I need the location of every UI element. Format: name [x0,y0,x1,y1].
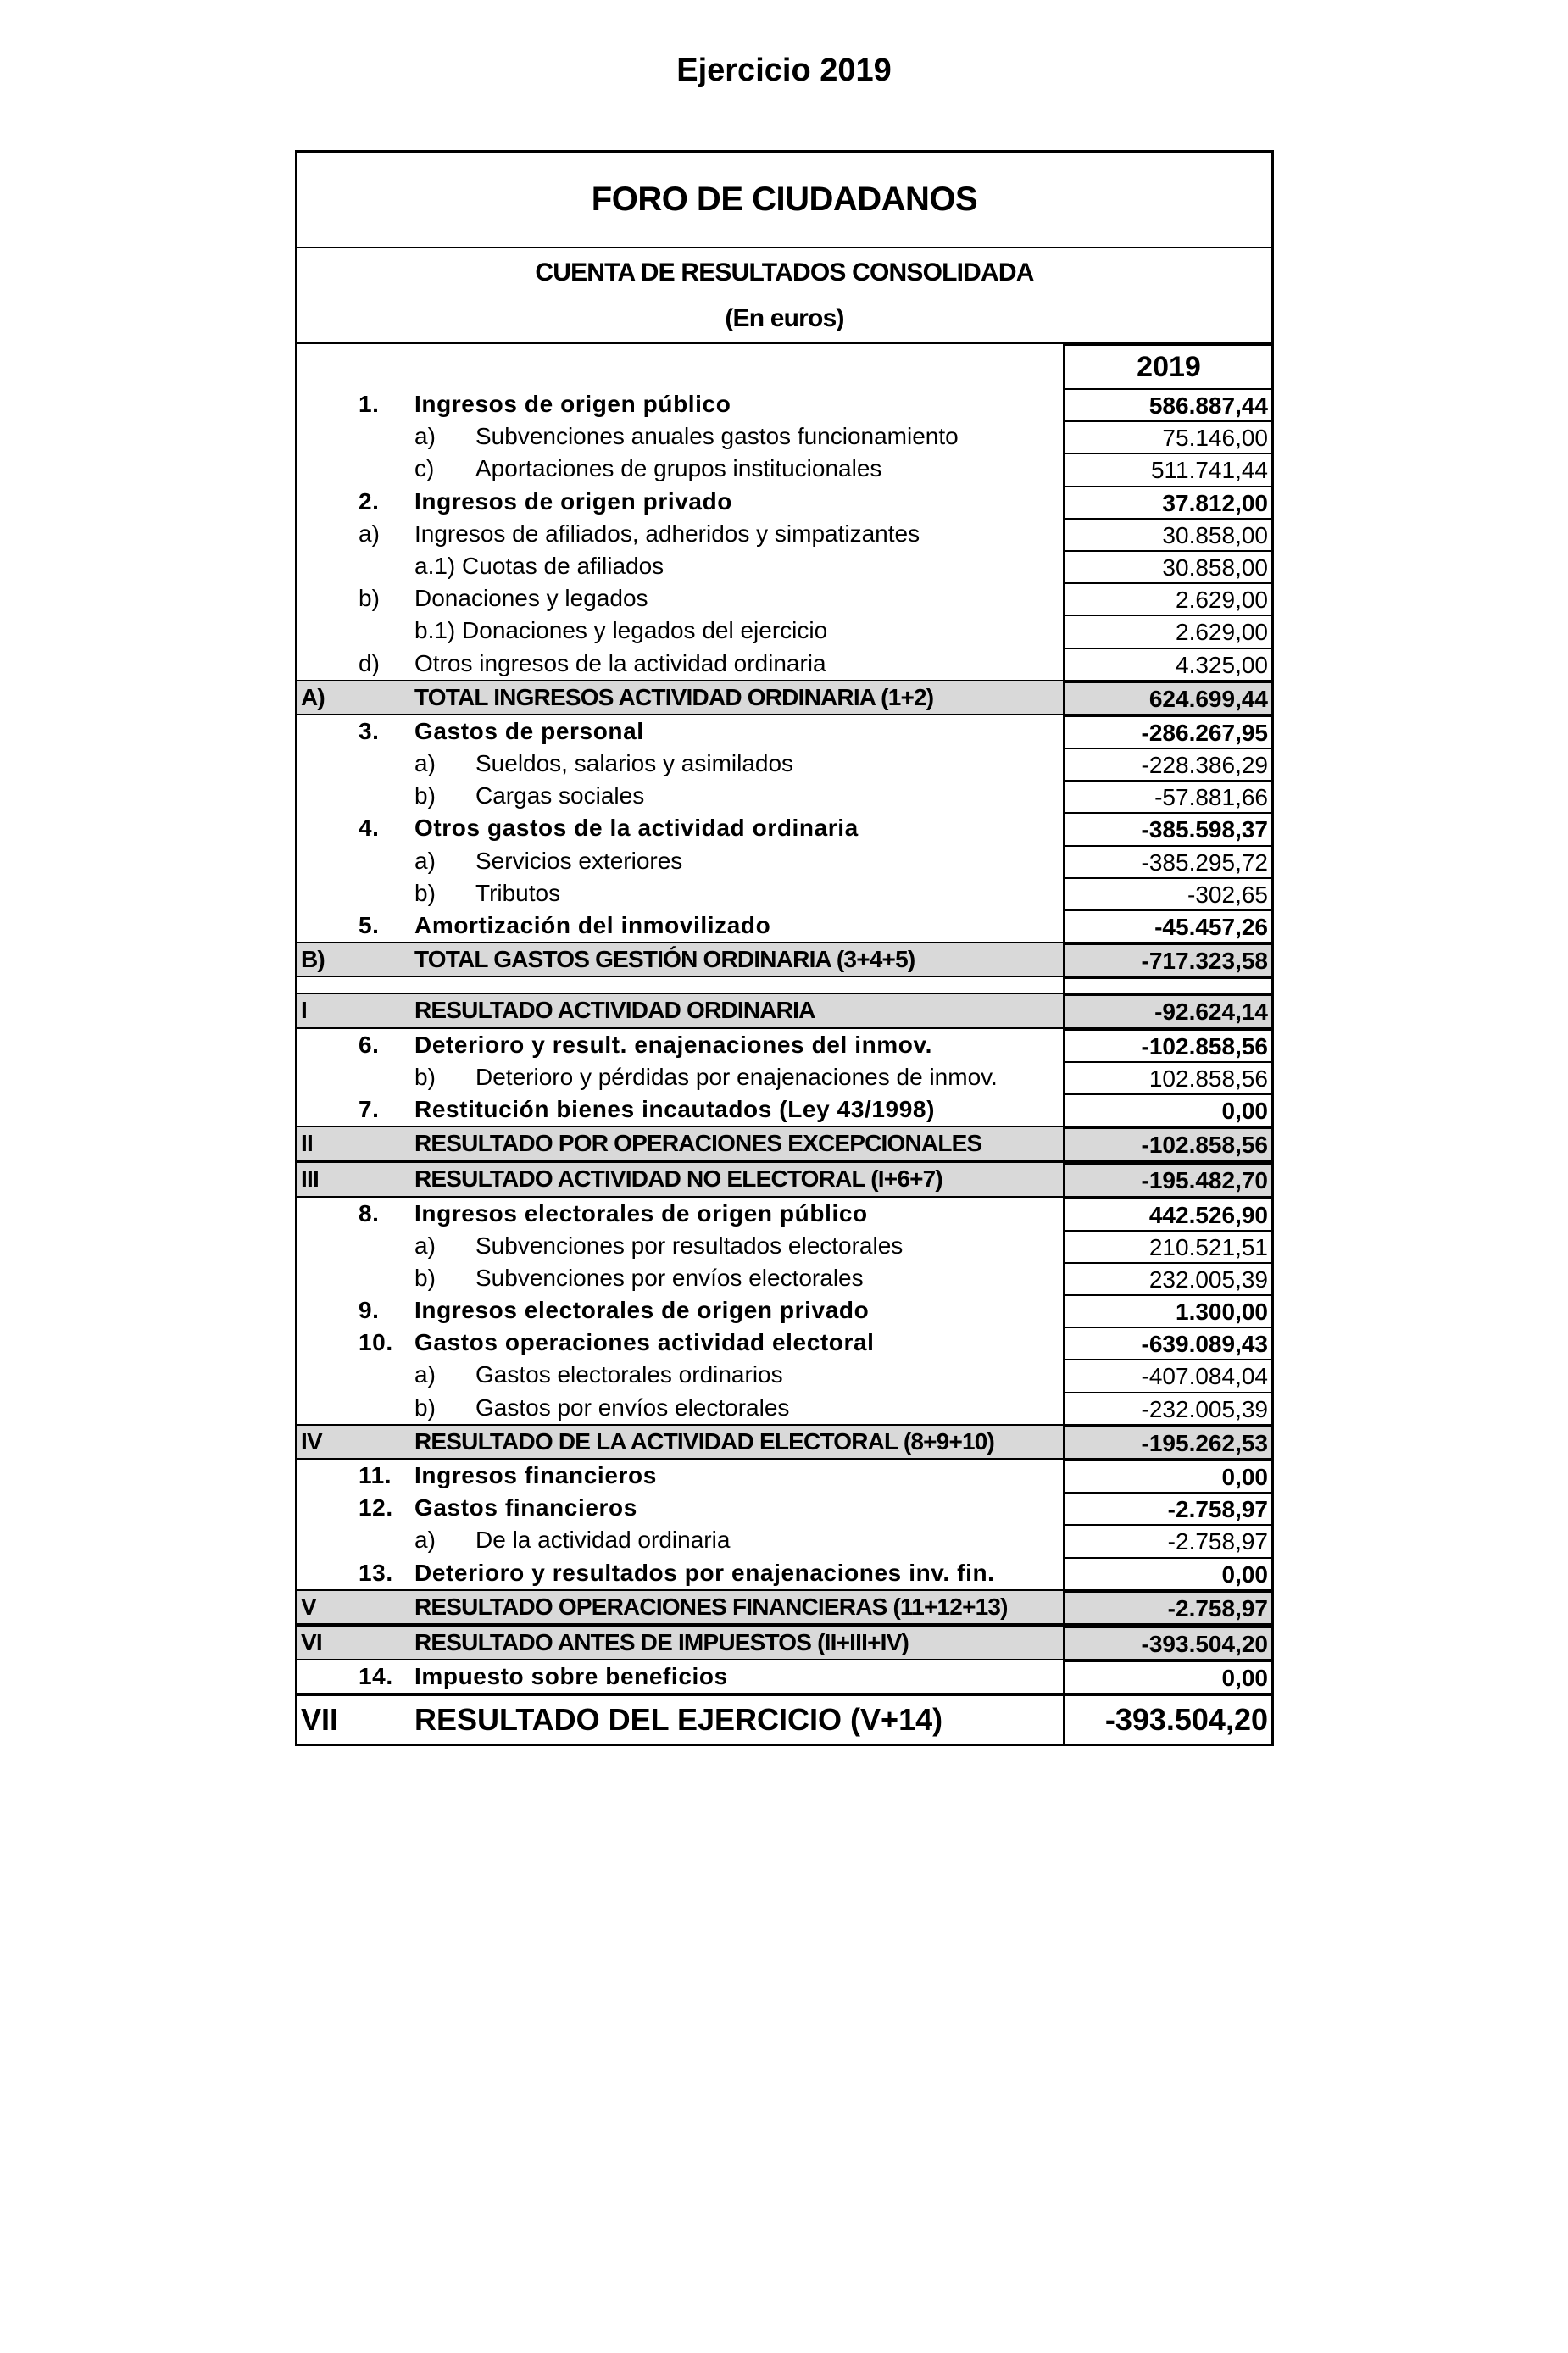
row-label: Cargas sociales [475,782,645,809]
row-value: 442.526,90 [1063,1198,1271,1230]
row-label: Donaciones y legados [414,585,648,612]
row-sub-letter: b) [414,1063,436,1090]
row-label: Deterioro y pérdidas por enajenaciones de inmov. [475,1063,998,1090]
row-value: 0,00 [1063,1093,1271,1126]
row-value: -393.504,20 [1063,1627,1271,1659]
table-row [297,748,1271,780]
row-label: Tributos [475,879,561,906]
row-value: 102.858,56 [1063,1061,1271,1093]
row-value: 210.521,51 [1063,1230,1271,1262]
row-label: De la actividad ordinaria [475,1527,731,1554]
row-sub-letter: b) [414,1264,436,1291]
row-code: I [301,997,307,1024]
row-label: RESULTADO DEL EJERCICIO (V+14) [414,1702,943,1738]
total-row [297,1424,1271,1460]
row-code [297,1327,359,1359]
row-value: -228.386,29 [1063,748,1271,780]
table-row [297,715,1271,748]
table-row [297,780,1271,812]
row-value: -57.881,66 [1063,780,1271,812]
row-label: RESULTADO POR OPERACIONES EXCEPCIONALES [414,1130,982,1157]
row-value: -2.758,97 [1063,1524,1271,1556]
row-sub-letter: a) [414,847,436,874]
row-number: 10. [359,1329,393,1356]
row-number [359,1426,414,1458]
row-label: Ingresos de afiliados, adheridos y simpatizantes [414,520,920,547]
row-code [297,648,359,680]
row-sub-letter: b) [414,782,436,809]
row-code [297,977,359,993]
row-value: 75.146,00 [1063,420,1271,453]
row-code [297,845,359,877]
row-number: 4. [359,815,380,842]
row-code [297,1492,359,1524]
row-label: Gastos operaciones actividad electoral [414,1329,875,1356]
row-value: 4.325,00 [1063,648,1271,680]
table-row [297,1230,1271,1262]
row-label: Amortización del inmovilizado [414,912,771,938]
row-code [297,909,359,942]
row-label: RESULTADO ANTES DE IMPUESTOS (II+III+IV) [414,1628,909,1655]
row-number [359,615,414,647]
row-code: VI [301,1628,322,1655]
row-sub-letter: a) [414,750,436,777]
row-label: a.1) Cuotas de afiliados [414,552,664,579]
row-label: Gastos de personal [414,717,644,744]
row-value: -2.758,97 [1063,1492,1271,1524]
row-number [359,550,414,582]
row-number [359,681,414,714]
row-number: 13. [359,1559,393,1586]
total-row [297,1161,1271,1197]
table-row [297,1029,1271,1061]
row-value: 0,00 [1063,1660,1271,1693]
row-code [297,877,359,909]
row-number: 3. [359,717,380,744]
table-row [297,1492,1271,1524]
row-label: Otros ingresos de la actividad ordinaria [414,649,826,676]
row-number [359,943,414,976]
row-code [297,1093,359,1126]
row-code [297,1230,359,1262]
table-row [297,518,1271,550]
row-number: 2. [359,487,380,515]
table-row [297,877,1271,909]
row-code: II [301,1130,313,1157]
row-label: Otros gastos de la actividad ordinaria [414,815,859,842]
row-number [359,453,414,485]
row-label: Impuesto sobre beneficios [414,1663,728,1690]
row-code [297,1460,359,1492]
row-value: 511.741,44 [1063,453,1271,485]
total-row [297,1589,1271,1625]
row-label: Subvenciones por envíos electorales [475,1264,864,1291]
table-row [297,1198,1271,1230]
row-sub-letter: b) [414,1393,436,1421]
row-sub-letter: a) [414,423,436,450]
row-value: 586.887,44 [1063,388,1271,420]
row-code [297,1359,359,1391]
row-number: 7. [359,1095,380,1122]
row-value: -385.598,37 [1063,812,1271,844]
row-number [359,1591,414,1623]
total-row [297,942,1271,977]
statement-rows [297,388,1271,1744]
table-row [297,1660,1271,1693]
row-number: 1. [359,391,380,417]
row-number: 12. [359,1494,393,1521]
row-label: Ingresos financieros [414,1462,657,1488]
row-number [359,420,414,453]
row-number: 14. [359,1663,393,1690]
row-number [359,845,414,877]
row-number [359,1061,414,1093]
table-row [297,453,1271,485]
row-number [359,877,414,909]
table-row [297,1294,1271,1327]
row-number: 5. [359,912,380,938]
row-value [1063,977,1271,993]
table-row [297,582,1271,615]
table-row [297,486,1271,518]
year-header-row [297,344,1271,388]
row-value: 30.858,00 [1063,550,1271,582]
row-code [297,1392,359,1424]
row-code [297,1262,359,1294]
row-label: Deterioro y resultados por enajenaciones inv. fin. [414,1559,995,1586]
row-number: 9. [359,1297,380,1324]
row-label: Servicios exteriores [475,847,683,874]
table-row [297,845,1271,877]
row-number: a) [359,520,380,547]
row-code: B) [301,946,325,973]
row-number [359,1262,414,1294]
row-value: -717.323,58 [1063,943,1271,976]
spacer-row [297,977,1271,993]
table-row [297,1557,1271,1589]
row-code [297,1061,359,1093]
row-label: TOTAL GASTOS GESTIÓN ORDINARIA (3+4+5) [414,946,915,973]
row-code [297,486,359,518]
row-code [297,748,359,780]
row-value: -92.624,14 [1063,994,1271,1026]
row-sub-letter: a) [414,1527,436,1554]
row-code [297,453,359,485]
row-code [297,550,359,582]
row-label [414,977,1063,993]
organization-name: FORO DE CIUDADANOS [297,153,1271,248]
row-number: 8. [359,1199,380,1227]
row-label: RESULTADO OPERACIONES FINANCIERAS (11+12+13) [414,1593,1008,1620]
row-value: 0,00 [1063,1460,1271,1492]
table-row [297,1093,1271,1126]
row-label: RESULTADO DE LA ACTIVIDAD ELECTORAL (8+9+10) [414,1427,995,1455]
row-number: 6. [359,1031,380,1058]
row-label: TOTAL INGRESOS ACTIVIDAD ORDINARIA (1+2) [414,683,934,710]
row-value: 30.858,00 [1063,518,1271,550]
table-row [297,1262,1271,1294]
row-number [359,1230,414,1262]
row-label: Aportaciones de grupos institucionales [475,455,882,482]
statement-title: CUENTA DE RESULTADOS CONSOLIDADA [535,258,1034,286]
row-label: Ingresos electorales de origen público [414,1199,868,1227]
table-row [297,1524,1271,1556]
page-title: Ejercicio 2019 [676,53,892,88]
row-code [297,1029,359,1061]
total-row [297,1126,1271,1161]
row-code [297,1198,359,1230]
row-code [297,582,359,615]
row-value: 232.005,39 [1063,1262,1271,1294]
row-number [359,780,414,812]
row-code: V [301,1593,316,1620]
row-code [297,812,359,844]
row-code [297,780,359,812]
table-row [297,1061,1271,1093]
row-code: VII [301,1702,339,1738]
row-sub-letter: a) [414,1361,436,1388]
row-code [297,420,359,453]
table-row [297,1392,1271,1424]
table-row [297,812,1271,844]
row-code [297,518,359,550]
row-label: Ingresos electorales de origen privado [414,1297,870,1324]
row-code: A) [301,683,325,710]
row-number: b) [359,585,380,612]
row-label: Gastos por envíos electorales [475,1393,790,1421]
income-statement-table [295,150,1274,1746]
row-number [359,977,414,993]
row-label: Gastos electorales ordinarios [475,1361,783,1388]
row-number: 11. [359,1462,392,1488]
total-row [297,1693,1271,1744]
row-number [359,1696,414,1744]
row-number [359,748,414,780]
table-row [297,550,1271,582]
row-label: Subvenciones por resultados electorales [475,1232,904,1259]
row-value: 2.629,00 [1063,582,1271,615]
row-number: d) [359,649,380,676]
row-value: -286.267,95 [1063,715,1271,748]
row-label: Sueldos, salarios y asimilados [475,750,794,777]
row-number [359,994,414,1026]
table-row [297,615,1271,647]
table-row [297,1460,1271,1492]
row-value: -102.858,56 [1063,1029,1271,1061]
year-column-header: 2019 [1063,344,1273,388]
row-code [297,715,359,748]
total-row [297,680,1271,715]
row-value: -639.089,43 [1063,1327,1271,1359]
table-row [297,388,1271,420]
row-label: Ingresos de origen público [414,391,731,417]
row-value: -302,65 [1063,877,1271,909]
row-value: -45.457,26 [1063,909,1271,942]
row-value: -195.482,70 [1063,1163,1271,1195]
total-row [297,993,1271,1028]
row-sub-letter: b) [414,879,436,906]
total-row [297,1625,1271,1660]
row-label: Subvenciones anuales gastos funcionamiento [475,423,959,450]
row-value: 0,00 [1063,1557,1271,1589]
statement-unit: (En euros) [725,303,844,332]
row-number [359,1524,414,1556]
year-header-spacer [297,344,1063,388]
row-code: IV [301,1427,322,1455]
row-label: Deterioro y result. enajenaciones del inmov. [414,1031,932,1058]
row-number [359,1359,414,1391]
row-sub-letter: a) [414,1232,436,1259]
row-number [359,1627,414,1659]
row-label: Ingresos de origen privado [414,487,733,515]
row-value: -2.758,97 [1063,1591,1271,1623]
row-value: -407.084,04 [1063,1359,1271,1391]
row-label: Restitución bienes incautados (Ley 43/1998) [414,1095,935,1122]
statement-header [297,248,1271,344]
row-code [297,615,359,647]
row-value: -232.005,39 [1063,1392,1271,1424]
table-row [297,909,1271,942]
row-label: RESULTADO ACTIVIDAD NO ELECTORAL (I+6+7) [414,1165,942,1193]
row-value: -102.858,56 [1063,1127,1271,1160]
table-row [297,648,1271,680]
row-number [359,1163,414,1195]
row-code [297,388,359,420]
row-label: Gastos financieros [414,1494,637,1521]
row-code [297,1557,359,1589]
row-value: -393.504,20 [1063,1696,1271,1744]
row-code [297,1294,359,1327]
row-code: III [301,1165,319,1193]
row-value: 37.812,00 [1063,486,1271,518]
row-number [359,1392,414,1424]
row-number [359,1127,414,1160]
row-sub-letter: c) [414,455,435,482]
row-label: b.1) Donaciones y legados del ejercicio [414,617,828,644]
table-row [297,420,1271,453]
table-row [297,1327,1271,1359]
row-value: -385.295,72 [1063,845,1271,877]
row-value: -195.262,53 [1063,1426,1271,1458]
table-row [297,1359,1271,1391]
row-value: 624.699,44 [1063,681,1271,714]
row-value: 1.300,00 [1063,1294,1271,1327]
row-code [297,1660,359,1693]
row-value: 2.629,00 [1063,615,1271,647]
row-label: RESULTADO ACTIVIDAD ORDINARIA [414,997,815,1024]
row-code [297,1524,359,1556]
